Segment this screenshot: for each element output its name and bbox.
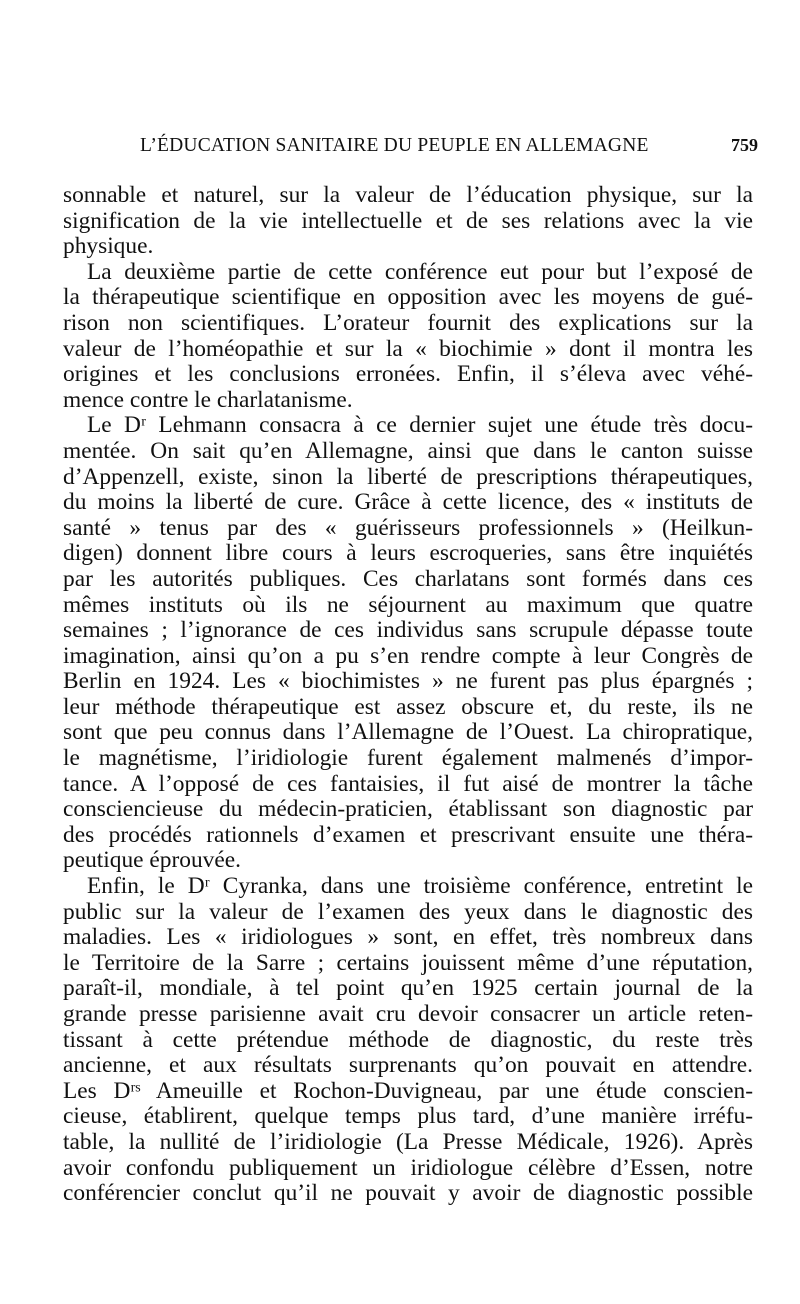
text-line: sont que peu connus dans l’Allemagne de l’Ouest. La chiropratique, xyxy=(63,719,753,746)
text-line: des procédés rationnels d’examen et prescrivant ensuite une théra- xyxy=(63,821,753,848)
text-line: tissant à cette prétendue méthode de diagnostic, du reste très xyxy=(63,1026,753,1053)
text-line: sonnable et naturel, sur la valeur de l’éducation physique, sur la xyxy=(63,182,753,208)
text-line: physique. xyxy=(63,233,154,260)
text-line: mentée. On sait qu’en Allemagne, ainsi que dans le canton suisse xyxy=(63,437,753,464)
text-line: le magnétisme, l’iridiologie furent également malmenés d’impor- xyxy=(63,745,753,772)
text-line: Le Dʳ Lehmann consacra à ce dernier sujet une étude très docu- xyxy=(87,412,753,439)
text-line: mence contre le charlatanisme. xyxy=(63,386,353,413)
text-line: consciencieuse du médecin-praticien, établissant son diagnostic par xyxy=(63,796,753,823)
text-line: paraît-il, mondiale, à tel point qu’en 1925 certain journal de la xyxy=(63,975,753,1002)
text-line: signification de la vie intellectuelle et de ses relations avec la vie xyxy=(63,207,753,234)
text-line: tance. A l’opposé de ces fantaisies, il fut aisé de montrer la tâche xyxy=(63,770,753,797)
text-line: Les Dʳˢ Ameuille et Rochon-Duvigneau, par une étude conscien- xyxy=(63,1077,753,1104)
text-line: mêmes instituts où ils ne séjournent au maximum que quatre xyxy=(63,591,753,618)
running-title: L’ÉDUCATION SANITAIRE DU PEUPLE EN ALLEMAGNE xyxy=(140,135,649,156)
text-line: rison non scientifiques. L’orateur fournit des explications sur la xyxy=(63,309,753,336)
text-line: peutique éprouvée. xyxy=(63,847,241,874)
text-line: ancienne, et aux résultats surprenants qu’on pouvait en attendre. xyxy=(63,1052,753,1079)
text-line: avoir confondu publiquement un iridiologue célèbre d’Essen, notre xyxy=(63,1154,753,1181)
text-line: par les autorités publiques. Ces charlatans sont formés dans ces xyxy=(63,565,753,592)
text-line: la thérapeutique scientifique en opposition avec les moyens de gué- xyxy=(63,284,753,311)
text-line: d’Appenzell, existe, sinon la liberté de prescriptions thérapeutiques, xyxy=(63,463,753,490)
text-line: grande presse parisienne avait cru devoir consacrer un article reten- xyxy=(63,1001,753,1027)
text-line: digen) donnent libre cours à leurs escroqueries, sans être inquiétés xyxy=(63,540,753,567)
text-line: maladies. Les « iridiologues » sont, en effet, très nombreux dans xyxy=(63,924,753,951)
text-line: origines et les conclusions erronées. Enfin, il s’éleva avec véhé- xyxy=(63,361,753,388)
text-line: La deuxième partie de cette conférence eut pour but l’exposé de xyxy=(87,258,753,285)
page-number: 759 xyxy=(731,135,758,155)
text-line: imagination, ainsi qu’on a pu s’en rendre compte à leur Congrès de xyxy=(63,642,753,669)
text-line: semaines ; l’ignorance de ces individus sans scrupule dépasse toute xyxy=(63,617,753,644)
text-line: cieuse, établirent, quelque temps plus tard, d’une manière irréfu- xyxy=(63,1103,753,1130)
text-line: Berlin en 1924. Les « biochimistes » ne furent pas plus épargnés ; xyxy=(63,668,753,695)
text-line: Enfin, le Dʳ Cyranka, dans une troisième conférence, entretint le xyxy=(87,873,753,900)
text-line: table, la nullité de l’iridiologie (La Presse Médicale, 1926). Après xyxy=(63,1128,753,1155)
text-line: public sur la valeur de l’examen des yeux dans le diagnostic des xyxy=(63,898,753,925)
page-header xyxy=(140,135,758,165)
text-line: valeur de l’homéopathie et sur la « biochimie » dont il montra les xyxy=(63,335,753,362)
text-line: santé » tenus par des « guérisseurs professionnels » (Heilkun- xyxy=(63,514,753,541)
text-line: conférencier conclut qu’il ne pouvait y avoir de diagnostic possible xyxy=(63,1180,753,1207)
text-line: le Territoire de la Sarre ; certains jouissent même d’une réputation, xyxy=(63,949,753,976)
text-line: du moins la liberté de cure. Grâce à cette licence, des « instituts de xyxy=(63,489,753,516)
text-line: leur méthode thérapeutique est assez obscure et, du reste, ils ne xyxy=(63,693,753,720)
body-text xyxy=(63,183,753,1207)
